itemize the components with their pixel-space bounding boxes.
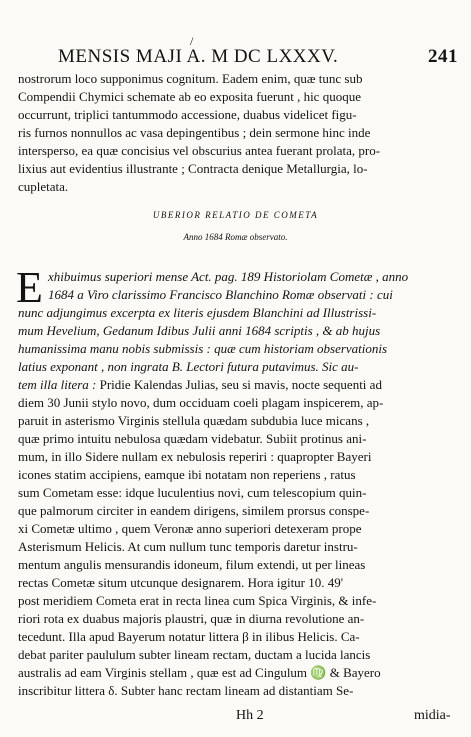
text-line: humanissima manu nobis submissis : quæ cum historiam observationis [18,341,388,356]
running-header [36,46,460,70]
text-line: Compendii Chymici schemate ab eo exposita fuerunt , hic quoque [18,89,361,104]
text-line: 1684 a Viro clarissimo Francisco Blanchino Romæ observati : cui [48,287,393,302]
text-line: lixius aut evidentius illustrante ; Contracta denique Metallurgia, lo- [18,161,368,176]
text-line: latius exponant , non ingrata B. Lectori futura putavimus. Sic au- [18,359,359,374]
text-line: quæ primo intuitu nebulosa quædam videbatur. Subiit protinus ani- [18,431,367,446]
text-line: tecedunt. Illa apud Bayerum notatur littera β in ilibus Helicis. Ca- [18,629,360,644]
text-line: Asterismum Helicis. At cum nullum tunc temporis daretur instru- [18,539,358,554]
signature-mark: Hh 2 [236,708,264,723]
header-tick-mark: / [190,34,194,48]
section-subheading: Anno 1684 Romæ observato. [183,232,288,242]
text-line: occurrunt, triplici tantummodo accessione, duabus videlicet figu- [18,107,357,122]
text-line: inscribitur littera δ. Subter hanc rectam lineam ad distantiam Se- [18,683,354,698]
text-line: mentum angulis mensurandis idoneum, filum extendi, ut per lineas [18,557,366,572]
text-line: sum Cometam esse: idque luculentius novi, cum telescopium quin- [18,485,367,500]
text-line: mum Hevelium, Gedanum Idibus Julii anni 1684 scriptis , & ab hujus [18,323,381,338]
text-line: nostrorum loco supponimus cognitum. Eadem enim, quæ tunc sub [18,71,363,86]
text-line: xi Cometæ ultimo , quem Veronæ anno superiori detexeram prope [18,521,362,536]
text-line: debat pariter paululum subter lineam rectam, ductam a lucida lancis [18,647,371,662]
text-line: australis ad eam Virginis stellam , quæ est ad Cingulum ♍ & Bayero [18,665,381,680]
text-line: icones statim accipiens, eamque ibi notatam non reperiens , ratus [18,467,356,482]
header-title: MENSIS MAJI A. M DC LXXXV. [58,46,339,67]
text-line: rectas Cometæ situm utcunque designarem. Hora igitur 10. 49' [18,575,344,590]
text-line [18,376,382,394]
text-line: que palmorum circiter in eandem dirigens, similem prorsus conspe- [18,503,370,518]
drop-cap: E [16,263,43,312]
text-line: nunc adjungimus excerpta ex literis ejusdem Blanchini ad Illustrissi- [18,305,377,320]
text-line: riori rota ex duabus majoris plaustri, quæ in diurna revolutione an- [18,611,365,626]
roman-phrase: Pridie Kalendas Julias, seu si mavis, nocte sequenti ad [99,377,382,392]
catchword: midia- [414,708,451,723]
section-heading: UBERIOR RELATIO DE COMETA [152,210,319,220]
italic-phrase: tem illa litera : [18,377,100,392]
text-line: ris furnos nonnullos ac vasa depingentibus ; dein sermone hinc inde [18,125,371,140]
page-number: 241 [428,46,458,67]
text-line: paruit in asterismo Virginis stellula quædam subdubia luce micans , [18,413,370,428]
text-line: xhibuimus superiori mense Act. pag. 189 Historiolam Cometæ , anno [48,269,409,284]
text-line: mum, in illo Sidere nullam ex nebulosis reperiri : quapropter Bayeri [18,449,372,464]
text-line: interspersо, ea quæ concisius vel obscurius antea fuerant prolata, pro- [18,143,381,158]
text-line: cupletata. [18,179,69,194]
text-line: diem 30 Junii stylo novo, dum occiduam coeli plagam inspicerem, ap- [18,395,384,410]
text-line: post meridiem Cometa erat in recta linea cum Spica Virginis, & infe- [18,593,377,608]
